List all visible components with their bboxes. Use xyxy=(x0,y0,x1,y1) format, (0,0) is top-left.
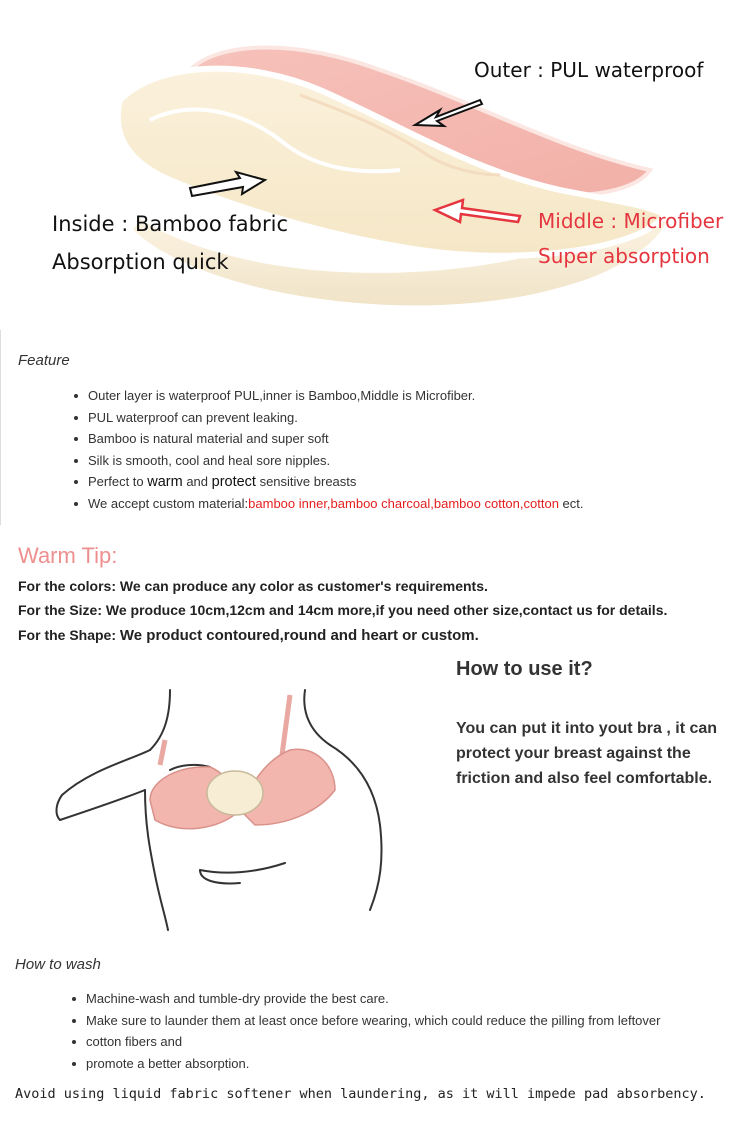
how-to-use-description: You can put it into yout bra , it can protect your breast against the friction and also feel comfortable. xyxy=(456,720,718,787)
nursing-pad-layers-illustration xyxy=(0,0,750,325)
middle-layer-label: Middle : Microfiber xyxy=(538,209,724,233)
warm-tip-heading: Warm Tip: xyxy=(18,543,118,568)
list-item: PUL waterproof can prevent leaking. xyxy=(73,407,584,429)
tip-size xyxy=(18,602,667,618)
tip-text: We produce 10cm,12cm and 14cm more,if you need other size,contact us for details. xyxy=(102,602,668,618)
feature-heading: Feature xyxy=(18,352,70,369)
inside-layer-label: Inside : Bamboo fabric xyxy=(52,212,288,236)
wash-note: Avoid using liquid fabric softener when laundering, as it will impede pad absorbency. xyxy=(15,1086,706,1102)
how-to-use-section xyxy=(0,655,750,945)
tip-text: We product contoured,round and heart or custom. xyxy=(119,627,479,644)
hero-product-image xyxy=(0,0,750,325)
tip-label: For the Size: xyxy=(18,602,103,618)
tip-label: For the colors: xyxy=(18,578,117,594)
outer-layer-label: Outer : PUL waterproof xyxy=(474,58,704,82)
section-divider xyxy=(0,330,1,525)
feature-section xyxy=(0,330,750,530)
item-emphasis: warm xyxy=(147,474,183,490)
tip-colors xyxy=(18,578,488,594)
tip-shape xyxy=(18,627,479,644)
list-item: promote a better absorption. xyxy=(71,1053,660,1075)
list-item xyxy=(73,493,584,515)
super-absorption-label: Super absorption xyxy=(538,244,710,268)
custom-materials-text: bamboo inner,bamboo charcoal,bamboo cotton,cotton xyxy=(248,495,559,511)
how-to-wash-section xyxy=(0,950,750,1130)
list-item: Silk is smooth, cool and heal sore nipples. xyxy=(73,450,584,472)
item-text: Perfect to xyxy=(88,474,148,489)
list-item: Machine-wash and tumble-dry provide the best care. xyxy=(71,988,660,1010)
list-item: cotton fibers and xyxy=(71,1031,660,1053)
item-text: We accept custom material: xyxy=(88,495,249,511)
how-to-wash-heading: How to wash xyxy=(15,956,101,973)
item-text: and xyxy=(182,474,212,489)
item-emphasis: protect xyxy=(211,474,256,490)
tip-label: For the Shape: xyxy=(18,627,120,643)
tip-text: We can produce any color as customer's requirements. xyxy=(116,578,488,594)
list-item: Bamboo is natural material and super soft xyxy=(73,428,584,450)
warm-tip-section xyxy=(0,540,750,650)
wearing-illustration xyxy=(50,675,410,935)
list-item: Make sure to launder them at least once before wearing, which could reduce the pilling from leftover xyxy=(71,1010,660,1032)
item-text: ect. xyxy=(558,495,584,511)
feature-list xyxy=(73,385,584,514)
how-to-use-heading: How to use it? xyxy=(456,658,593,680)
absorption-quick-label: Absorption quick xyxy=(52,250,229,274)
list-item xyxy=(73,471,584,493)
wash-list xyxy=(71,988,660,1074)
list-item: Outer layer is waterproof PUL,inner is Bamboo,Middle is Microfiber. xyxy=(73,385,584,407)
item-text: sensitive breasts xyxy=(255,474,357,489)
nursing-pad-shape xyxy=(207,771,263,815)
